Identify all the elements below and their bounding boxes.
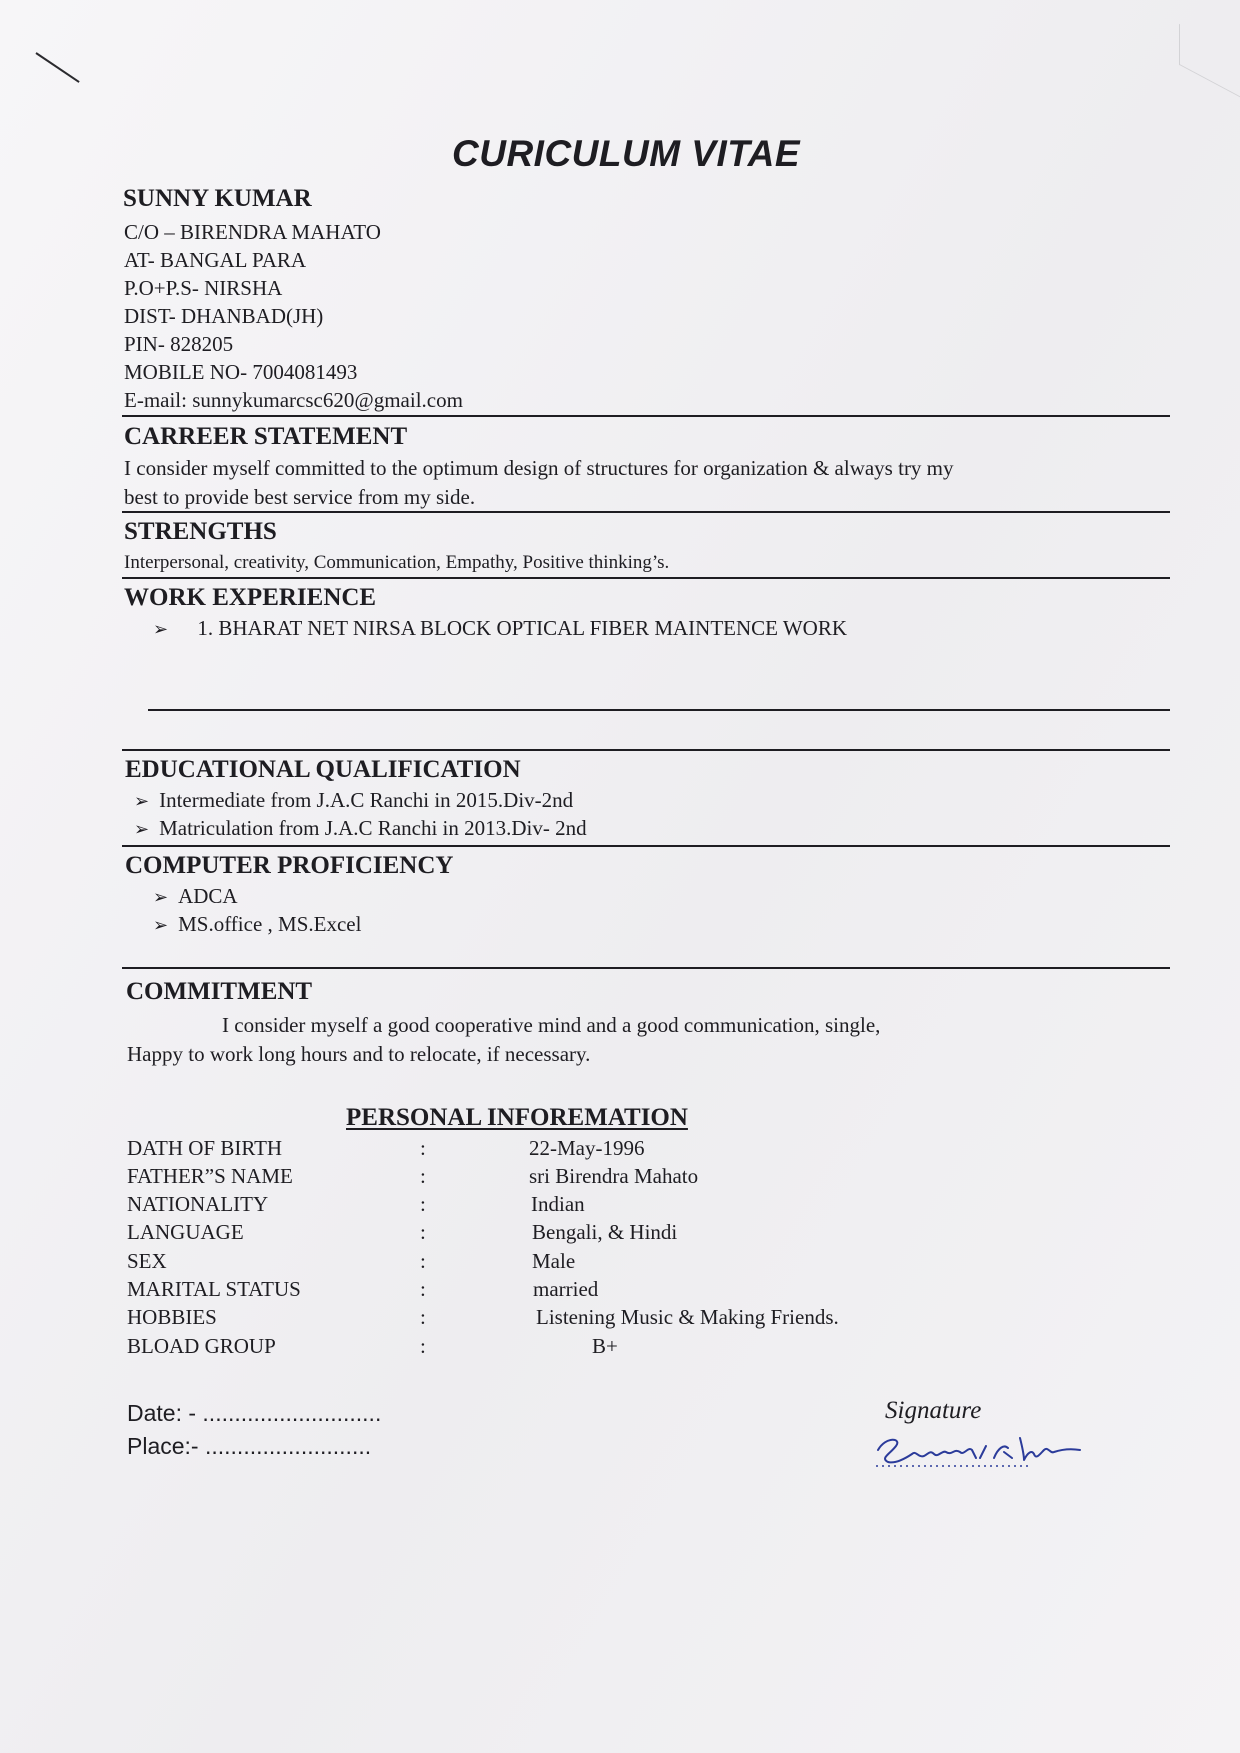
commitment-heading: COMMITMENT: [126, 978, 313, 1005]
personal-value: Listening Music & Making Friends.: [536, 1305, 839, 1329]
work-heading: WORK EXPERIENCE: [124, 584, 377, 611]
computer-item-text: ADCA: [178, 884, 238, 908]
personal-separator: :: [420, 1220, 426, 1244]
address-care-of: C/O – BIRENDRA MAHATO: [124, 220, 381, 244]
work-item: [153, 616, 847, 641]
personal-separator: :: [420, 1277, 426, 1301]
personal-separator: :: [420, 1305, 426, 1329]
email-address: E-mail: sunnykumarcsc620@gmail.com: [124, 388, 463, 412]
personal-label: NATIONALITY: [127, 1192, 269, 1216]
personal-separator: :: [420, 1249, 426, 1273]
arrow-bullet-icon: ➢: [134, 819, 150, 839]
arrow-bullet-icon: ➢: [134, 791, 150, 811]
work-item-text: 1. BHARAT NET NIRSA BLOCK OPTICAL FIBER MAINTENCE WORK: [197, 616, 848, 640]
personal-value: 22-May-1996: [529, 1136, 645, 1160]
career-line-1: I consider myself committed to the optimum design of structures for organization & always try my: [124, 456, 954, 480]
career-line-2: best to provide best service from my side.: [124, 485, 476, 509]
computer-heading: COMPUTER PROFICIENCY: [125, 852, 454, 879]
handwritten-signature: [872, 1424, 1092, 1474]
education-item-text: Matriculation from J.A.C Ranchi in 2013.Div- 2nd: [159, 816, 587, 840]
section-divider: [122, 749, 1170, 751]
section-divider: [148, 709, 1170, 711]
personal-label: SEX: [127, 1249, 167, 1273]
signature-label: Signature: [885, 1397, 982, 1424]
personal-value: Bengali, & Hindi: [532, 1220, 678, 1244]
computer-item: [153, 884, 238, 909]
strengths-text: Interpersonal, creativity, Communication, Empathy, Positive thinking’s.: [124, 552, 670, 573]
personal-value: Indian: [531, 1192, 585, 1216]
address-pin: PIN- 828205: [124, 332, 234, 356]
arrow-bullet-icon: ➢: [153, 619, 169, 639]
commitment-line-1: I consider myself a good cooperative mind and a good communication, single,: [222, 1013, 881, 1037]
personal-value: married: [533, 1277, 599, 1301]
mobile-number: MOBILE NO- 7004081493: [124, 360, 358, 384]
personal-label: FATHER”S NAME: [127, 1164, 293, 1188]
personal-label: MARITAL STATUS: [127, 1277, 301, 1301]
section-divider: [122, 511, 1170, 513]
section-divider: [122, 845, 1170, 847]
personal-label: HOBBIES: [127, 1305, 217, 1329]
arrow-bullet-icon: ➢: [153, 887, 169, 907]
personal-value: sri Birendra Mahato: [529, 1164, 699, 1188]
personal-value: B+: [592, 1334, 618, 1358]
education-item: [134, 788, 573, 813]
computer-item-text: MS.office , MS.Excel: [178, 912, 362, 936]
arrow-bullet-icon: ➢: [153, 915, 169, 935]
personal-separator: :: [420, 1164, 426, 1188]
computer-item: [153, 912, 361, 937]
career-heading: CARREER STATEMENT: [124, 423, 408, 450]
education-item-text: Intermediate from J.A.C Ranchi in 2015.Div-2nd: [159, 788, 574, 812]
address-at: AT- BANGAL PARA: [124, 248, 307, 272]
candidate-name: SUNNY KUMAR: [123, 185, 312, 212]
address-district: DIST- DHANBAD(JH): [124, 304, 324, 328]
personal-label: DATH OF BIRTH: [127, 1136, 283, 1160]
date-field: Date: - ............................: [127, 1400, 382, 1426]
section-divider: [122, 577, 1170, 579]
personal-label: BLOAD GROUP: [127, 1334, 276, 1358]
address-post-office: P.O+P.S- NIRSHA: [124, 276, 283, 300]
commitment-line-2: Happy to work long hours and to relocate, if necessary.: [127, 1042, 591, 1066]
document-title: CURICULUM VITAE: [452, 133, 801, 174]
place-field: Place:- ..........................: [127, 1433, 372, 1459]
personal-separator: :: [420, 1192, 426, 1216]
education-item: [134, 816, 587, 841]
personal-separator: :: [420, 1334, 426, 1358]
section-divider: [122, 415, 1170, 417]
education-heading: EDUCATIONAL QUALIFICATION: [125, 756, 521, 783]
personal-value: Male: [532, 1249, 576, 1273]
personal-separator: :: [420, 1136, 426, 1160]
personal-label: LANGUAGE: [127, 1220, 244, 1244]
personal-heading: PERSONAL INFOREMATION: [346, 1104, 688, 1131]
strengths-heading: STRENGTHS: [124, 518, 277, 545]
section-divider: [122, 967, 1170, 969]
